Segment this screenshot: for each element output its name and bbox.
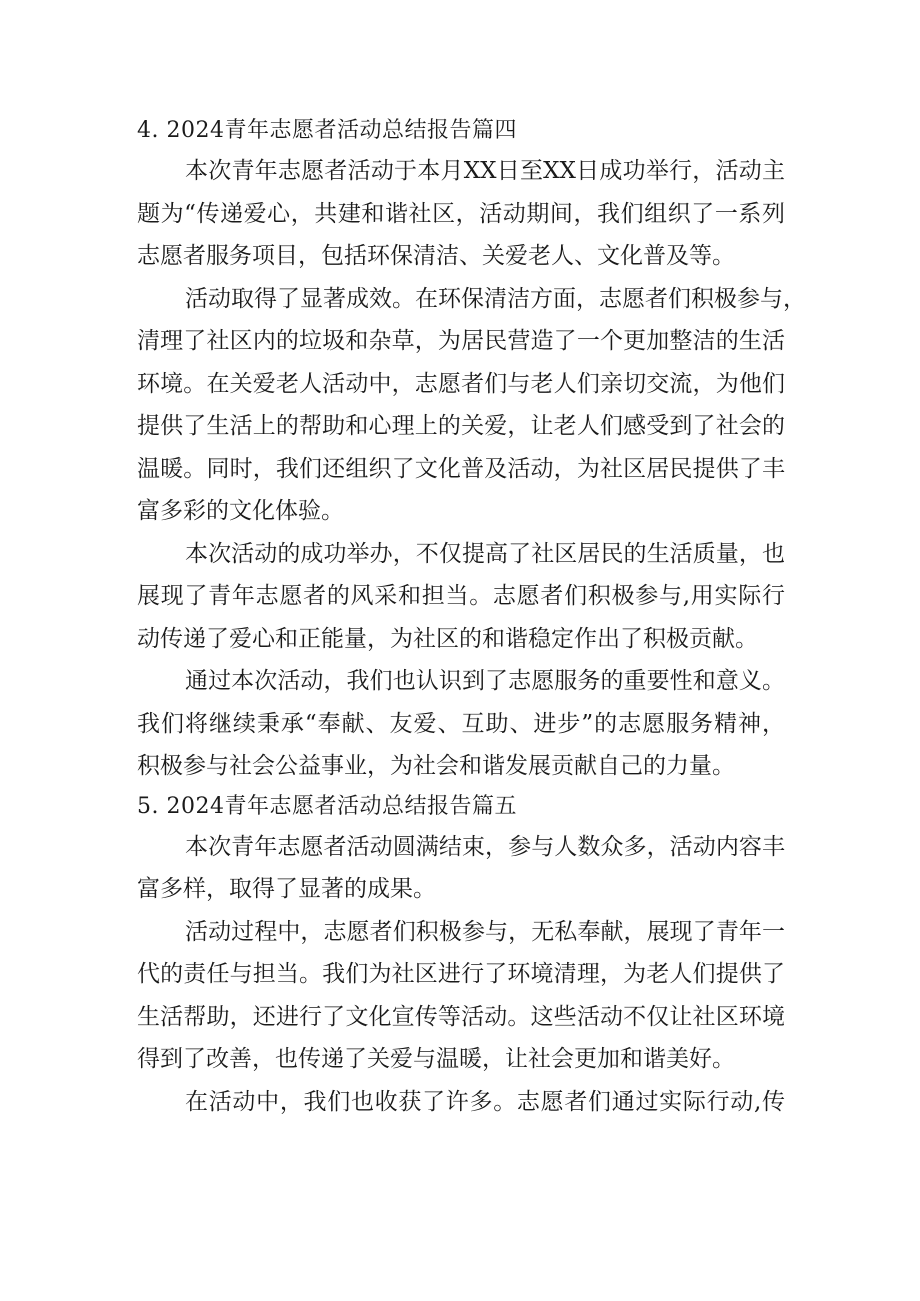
text-line: 展现了青年志愿者的风采和担当。志愿者们积极参与,用实际行 xyxy=(137,583,785,609)
text-line: 富多样，取得了显著的成果。 xyxy=(137,876,436,902)
text-line: 通过本次活动，我们也认识到了志愿服务的重要性和意义。 xyxy=(185,668,785,694)
text-line: 富多彩的文化体验。 xyxy=(137,498,344,524)
paragraph xyxy=(137,826,785,911)
text-line: 志愿者服务项目，包括环保清洁、关爱老人、文化普及等。 xyxy=(137,243,735,269)
text-line: 生活帮助，还进行了文化宣传等活动。这些活动不仅让社区环境 xyxy=(137,1003,785,1030)
text-line: 在活动中，我们也收获了许多。志愿者们通过实际行动,传 xyxy=(185,1088,785,1115)
text-line: 本次青年志愿者活动圆满结束，参与人数众多，活动内容丰 xyxy=(185,833,785,860)
section-heading-4: 4. 2024青年志愿者活动总结报告篇四 xyxy=(137,118,517,143)
paragraph xyxy=(137,660,785,788)
text-line: 动传递了爱心和正能量，为社区的和谐稳定作出了积极贡献。 xyxy=(137,625,758,652)
text-line: 温暖。同时，我们还组织了文化普及活动，为社区居民提供了丰 xyxy=(137,455,785,482)
text-line: 得到了改善，也传递了关爱与温暖，让社会更加和谐美好。 xyxy=(137,1046,735,1072)
text-line: 本次活动的成功举办，不仅提高了社区居民的生活质量，也 xyxy=(185,540,785,567)
text-line: 提供了生活上的帮助和心理上的关爱，让老人们感受到了社会的 xyxy=(137,413,785,439)
text-line: 题为“传递爱心，共建和谐社区，活动期间，我们组织了一系列 xyxy=(137,200,785,227)
text-line: 清理了社区内的垃圾和杂草，为居民营造了一个更加整洁的生活 xyxy=(137,328,785,354)
text-line: 环境。在关爱老人活动中，志愿者们与老人们亲切交流，为他们 xyxy=(137,370,785,397)
text-line: 积极参与社会公益事业，为社会和谐发展贡献自己的力量。 xyxy=(137,753,735,779)
paragraph xyxy=(137,911,785,1081)
text-line: 我们将继续秉承“奉献、友爱、互助、进步”的志愿服务精神， xyxy=(137,710,785,737)
section-heading-5: 5. 2024青年志愿者活动总结报告篇五 xyxy=(137,793,517,819)
document-body xyxy=(137,112,806,1123)
text-line: 活动取得了显著成效。在环保清洁方面，志愿者们积极参与， xyxy=(185,285,806,312)
paragraph xyxy=(137,278,806,533)
paragraph xyxy=(137,1081,785,1124)
text-line: 代的责任与担当。我们为社区进行了环境清理，为老人们提供了 xyxy=(137,961,785,987)
paragraph xyxy=(137,533,785,661)
paragraph xyxy=(137,150,785,278)
text-line: 本次青年志愿者活动于本月XX日至XX日成功举行，活动主 xyxy=(185,158,785,184)
text-line: 活动过程中，志愿者们积极参与，无私奉献，展现了青年一 xyxy=(185,918,785,945)
